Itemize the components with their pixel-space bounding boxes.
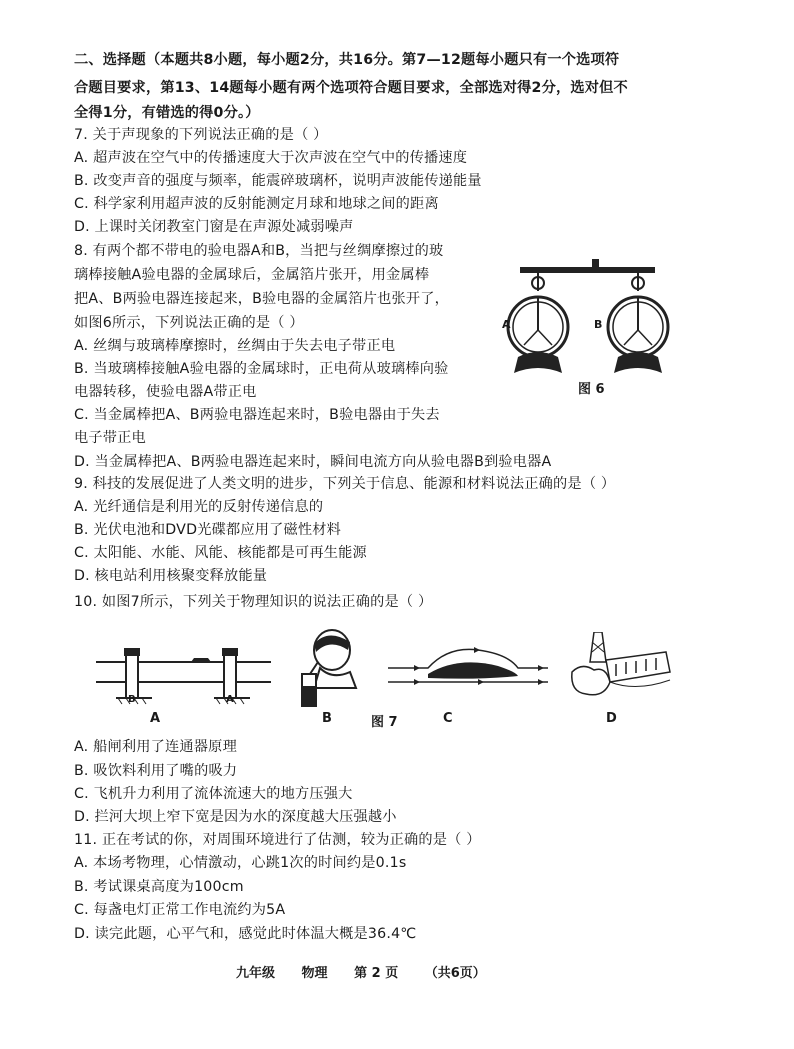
figure-7a-label-b: B [128, 694, 136, 705]
figure-7c-airfoil [388, 640, 548, 700]
q8-stem-2: 璃棒接触A验电器的金属球后，金属箔片张开，用金属棒 [74, 267, 430, 283]
section-header-line-1: 二、选择题（本题共8小题，每小题2分，共16分。第7—12题每小题只有一个选项符 [74, 52, 620, 68]
footer-subject: 物理 [301, 966, 328, 981]
q8-option-c-1: C. 当金属棒把A、B两验电器连起来时，B验电器由于失去 [74, 407, 440, 423]
q9-option-a: A. 光纤通信是利用光的反射传递信息的 [74, 499, 324, 515]
q9-option-b: B. 光伏电池和DVD光碟都应用了磁性材料 [74, 522, 342, 538]
figure-6-label-b: B [594, 318, 603, 331]
q7-option-a: A. 超声波在空气中的传播速度大于次声波在空气中的传播速度 [74, 150, 468, 166]
q9-option-c: C. 太阳能、水能、风能、核能都是可再生能源 [74, 545, 367, 561]
figure-6-caption: 图 6 [578, 382, 605, 397]
figure-7d-dam [566, 632, 676, 707]
figure-6-label-a: A [502, 318, 511, 331]
metal-rod [520, 267, 655, 273]
q11-option-d: D. 读完此题，心平气和，感觉此时体温大概是36.4℃ [74, 926, 417, 942]
q11-option-c: C. 每盏电灯正常工作电流约为5A [74, 902, 286, 918]
q8-stem-4: 如图6所示，下列说法正确的是（ ） [74, 315, 304, 331]
page-footer [236, 962, 508, 981]
figure-7b-caption: B [322, 711, 332, 726]
q10-option-a: A. 船闸利用了连通器原理 [74, 739, 237, 755]
q7-stem: 7. 关于声现象的下列说法正确的是（ ） [74, 127, 328, 143]
q8-option-b-1: B. 当玻璃棒接触A验电器的金属球时，正电荷从玻璃棒向验 [74, 361, 449, 377]
q10-option-d: D. 拦河大坝上窄下宽是因为水的深度越大压强越小 [74, 809, 397, 825]
q11-option-b: B. 考试课桌高度为100cm [74, 879, 244, 895]
electroscope-b [608, 273, 668, 373]
q8-option-b-2: 电器转移，使验电器A带正电 [74, 384, 257, 400]
figure-7a-label-a: A [226, 694, 234, 705]
q8-stem-3: 把A、B两验电器连接起来，B验电器的金属箔片也张开了， [74, 291, 450, 307]
footer-page-number: 第 2 页 [354, 966, 399, 981]
q7-option-c: C. 科学家利用超声波的反射能测定月球和地球之间的距离 [74, 196, 439, 212]
q11-stem: 11. 正在考试的你，对周围环境进行了估测，较为正确的是（ ） [74, 832, 481, 848]
section-header-line-3: 全得1分，有错选的得0分。） [74, 105, 260, 121]
q9-stem: 9. 科技的发展促进了人类文明的进步，下列关于信息、能源和材料说法正确的是（ ） [74, 476, 616, 492]
q7-option-b: B. 改变声音的强度与频率，能震碎玻璃杯，说明声波能传递能量 [74, 173, 482, 189]
footer-grade: 九年级 [236, 966, 276, 981]
q10-stem: 10. 如图7所示，下列关于物理知识的说法正确的是（ ） [74, 594, 433, 610]
q7-option-d: D. 上课时关闭教室门窗是在声源处减弱噪声 [74, 219, 354, 235]
q8-stem-1: 8. 有两个都不带电的验电器A和B，当把与丝绸摩擦过的玻 [74, 243, 444, 259]
figure-6-electroscopes [500, 255, 680, 385]
electroscope-a [508, 273, 568, 373]
q8-option-d: D. 当金属棒把A、B两验电器连起来时，瞬间电流方向从验电器B到验电器A [74, 454, 552, 470]
q9-option-d: D. 核电站利用核聚变释放能量 [74, 568, 268, 584]
rod-handle [592, 259, 599, 269]
figure-7b-drinking-straw [300, 628, 360, 713]
figure-7a-caption: A [150, 711, 161, 726]
q10-option-c: C. 飞机升力利用了流体流速大的地方压强大 [74, 786, 353, 802]
section-header-line-2: 合题目要求，第13、14题每小题有两个选项符合题目要求，全部选对得2分，选对但不 [74, 80, 628, 96]
footer-total-pages: （共6页） [424, 966, 486, 981]
q10-option-b: B. 吸饮料利用了嘴的吸力 [74, 763, 238, 779]
figure-7-caption: 图 7 [371, 715, 398, 730]
figure-7d-caption: D [606, 711, 617, 726]
q11-option-a: A. 本场考物理，心情激动，心跳1次的时间约是0.1s [74, 855, 407, 871]
q8-option-c-2: 电子带正电 [74, 430, 146, 446]
figure-7a-ship-lock [96, 640, 271, 710]
q8-option-a: A. 丝绸与玻璃棒摩擦时，丝绸由于失去电子带正电 [74, 338, 396, 354]
figure-7c-caption: C [443, 711, 453, 726]
